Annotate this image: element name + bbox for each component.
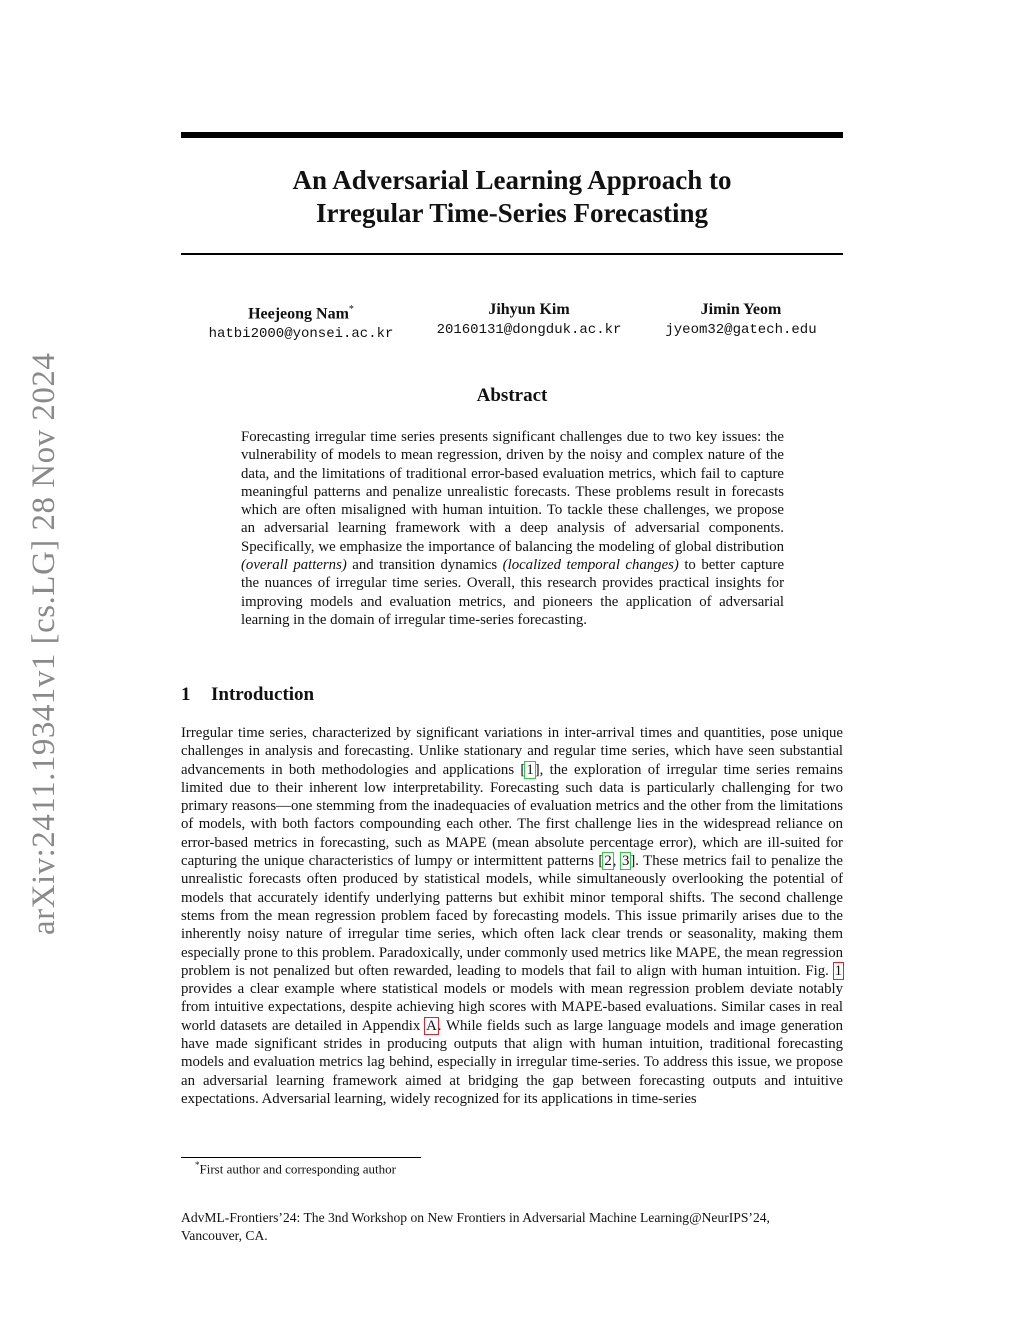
section-heading-introduction (181, 684, 314, 706)
abstract-emphasis-1: (overall patterns) (241, 557, 347, 574)
author-2-name: Jihyun Kim (488, 301, 570, 318)
abstract-part-3: to better capture the nuances of irregular time series. Overall, this research provides practical insights for improving models and evaluation metrics, and pioneers the application of adversarial learning in the domain of irregular time-series forecasting. (241, 557, 785, 628)
intro-text-2: ], the exploration of irregular time series remains limited due to their inherent low interpretability. Forecasting such data is particularly challenging for two primary reasons—one stemming from the inadequacies of evaluation metrics and the other from the limitations of models, with both factors compounding each other. The first challenge lies in the widespread reliance on error-based metrics in forecasting, such as MAPE (mean absolute percentage error), which are ill-suited for capturing the unique characteristics of lumpy or intermittent patterns [ (181, 761, 843, 870)
footnote-mark: * (195, 1160, 200, 1170)
figure-ref-link[interactable]: 1 (834, 962, 842, 979)
venue-line-2: Vancouver, CA. (181, 1228, 268, 1243)
citation-link-2[interactable]: 2 (604, 853, 612, 870)
abstract-emphasis-2: (localized temporal changes) (502, 557, 679, 574)
arxiv-identifier: arXiv:2411.19341v1 [cs.LG] 28 Nov 2024 (26, 352, 62, 935)
intro-text-3: , (612, 853, 621, 870)
author-2-email: 20160131@dongduk.ac.kr (436, 322, 622, 338)
citation-link-1[interactable]: 1 (526, 761, 534, 778)
author-1 (181, 300, 421, 344)
intro-text-1: Irregular time series, characterized by significant variations in inter-arrival times and quantities, pose unique challenges in analysis and forecasting. Unlike stationary and regular time series, which have seen substantial advancements in both methodologies and applications [ (181, 725, 843, 778)
venue-note (181, 1209, 843, 1245)
title-bottom-rule (181, 253, 843, 255)
author-3-email: jyeom32@gatech.edu (665, 322, 817, 338)
title-line-2: Irregular Time-Series Forecasting (316, 198, 708, 228)
footnote-rule (181, 1157, 421, 1158)
abstract-part-2: and transition dynamics (346, 557, 503, 574)
introduction-paragraph (181, 724, 843, 1108)
paper-title (181, 164, 843, 230)
appendix-ref-link[interactable]: A (426, 1017, 437, 1034)
footnote (195, 1160, 396, 1177)
author-block (181, 300, 843, 344)
abstract-part-1: Forecasting irregular time series presents significant challenges due to two key issues: the vulnerability of models to mean regression, driven by the noisy and complex nature of the data, and the limitations of traditional error-based evaluation metrics, which fail to capture meaningful patterns and penalize unrealistic forecasts. These problems result in forecasts which are often misaligned with human intuition. To tackle these challenges, we propose an adversarial learning framework with a deep analysis of adversarial components. Specifically, we emphasize the importance of balancing the modeling of global distribution (241, 429, 784, 555)
citation-link-3[interactable]: 3 (621, 853, 630, 870)
intro-text-4: ]. These metrics fail to penalize the unrealistic forecasts often produced by statistical models, while simultaneously overlooking the potential of models that accurately identify underlying patterns but exhibit minor temporal shifts. The second challenge stems from the mean regression problem faced by forecasting models. This issue primarily arises due to the inherently noisy nature of irregular time series, which often lack clear trends or seasonality, making them especially prone to this problem. Paradoxically, under commonly used metrics like MAPE, the mean regression problem is not penalized but often rewarded, leading to models that fail to align with human intuition. Fig. (181, 853, 843, 979)
author-1-footnote-mark: * (348, 304, 354, 315)
author-3-name: Jimin Yeom (700, 301, 782, 318)
intro-text-6: . While fields such as large language models and image generation have made significant strides in producing outputs that align with human intuition, traditional forecasting models and evaluation metrics lag behind, especially in irregular time-series. To address this issue, we propose an adversarial learning framework aimed at bridging the gap between forecasting outputs and intuitive expectations. Adversarial learning, widely recognized for its applications in time-series (181, 1017, 843, 1107)
author-1-name: Heejeong Nam (248, 305, 349, 323)
section-title: Introduction (211, 684, 315, 705)
footnote-text: First author and corresponding author (199, 1161, 396, 1177)
venue-line-1: AdvML-Frontiers’24: The 3nd Workshop on New Frontiers in Adversarial Machine Learning@NeurIPS’24, (181, 1210, 770, 1225)
title-line-1: An Adversarial Learning Approach to (292, 165, 732, 195)
author-2 (409, 300, 649, 340)
intro-text-5: provides a clear example where statistical models or models with mean regression problem deviate notably from intuitive expectations, despite achieving high scores with MAPE-based evaluations. Similar cases in real world datasets are detailed in Appendix (181, 981, 843, 1034)
title-top-rule (181, 132, 843, 138)
abstract-heading: Abstract (476, 385, 548, 406)
author-3 (621, 300, 861, 340)
section-number: 1 (181, 684, 191, 705)
author-1-email: hatbi2000@yonsei.ac.kr (208, 326, 394, 343)
abstract-text (241, 428, 784, 629)
